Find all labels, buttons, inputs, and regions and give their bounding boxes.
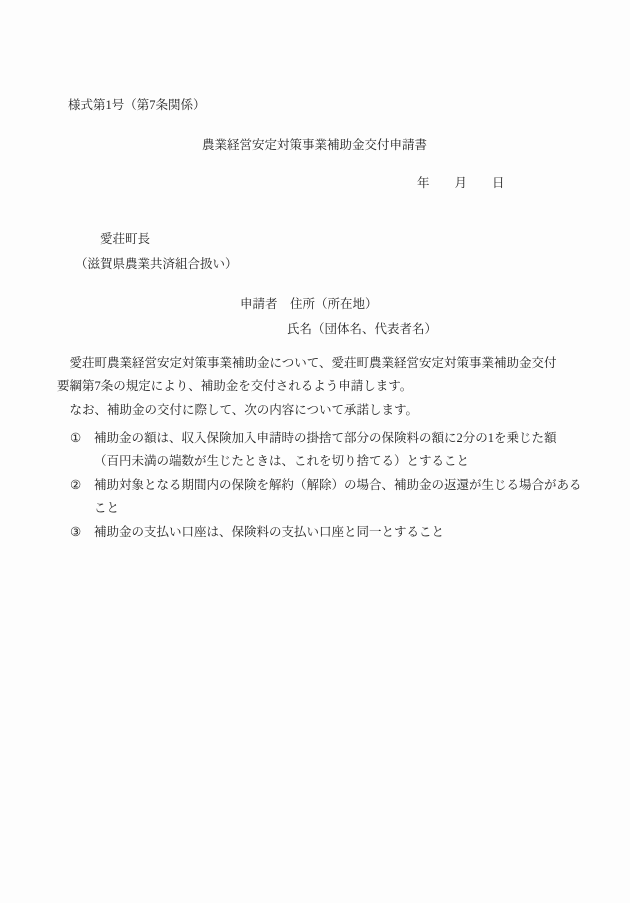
document-title: 農業経営安定対策事業補助金交付申請書 [201,137,427,152]
applicant-address-line: 申請者 住所（所在地） [240,296,378,311]
item-line: 補助対象となる期間内の保険を解約（解除）の場合、補助金の返還が生じる場合がある [94,477,582,492]
item-line: こと [94,501,120,515]
form-number: 様式第1号（第7条関係） [68,97,206,112]
date-line: 年 月 日 [417,175,505,190]
item-marker: ③ [70,524,82,539]
item-marker: ① [70,430,82,445]
condition-item-3 [70,521,572,545]
applicant-name-line: 氏名（団体名、代表者名） [287,321,438,336]
addressee-note: （滋賀県農業共済組合扱い） [75,256,238,271]
body-paragraph [57,352,572,423]
condition-item-2 [70,474,582,521]
paragraph-line: 要綱第7条の規定により、補助金を交付されるよう申請します。 [57,379,413,393]
paragraph-line: なお、補助金の交付に際して、次の内容について承諾します。 [57,402,419,417]
item-line: 補助金の支払い口座は、保険料の支払い口座と同一とすること [94,524,445,539]
condition-item-1 [70,427,572,474]
conditions-list [57,427,582,545]
item-line: 補助金の額は、収入保険加入申請時の掛捨て部分の保険料の額に2分の1を乗じた額 [94,430,557,445]
item-text [94,474,582,521]
addressee: 愛荘町長 [100,231,151,246]
item-text [94,521,572,545]
item-text [94,427,572,474]
item-line: （百円未満の端数が生じたときは、これを切り捨てる）とすること [94,454,470,468]
item-marker: ② [70,477,82,492]
paragraph-line: 愛荘町農業経営安定対策事業補助金について、愛荘町農業経営安定対策事業補助金交付 [57,355,557,370]
